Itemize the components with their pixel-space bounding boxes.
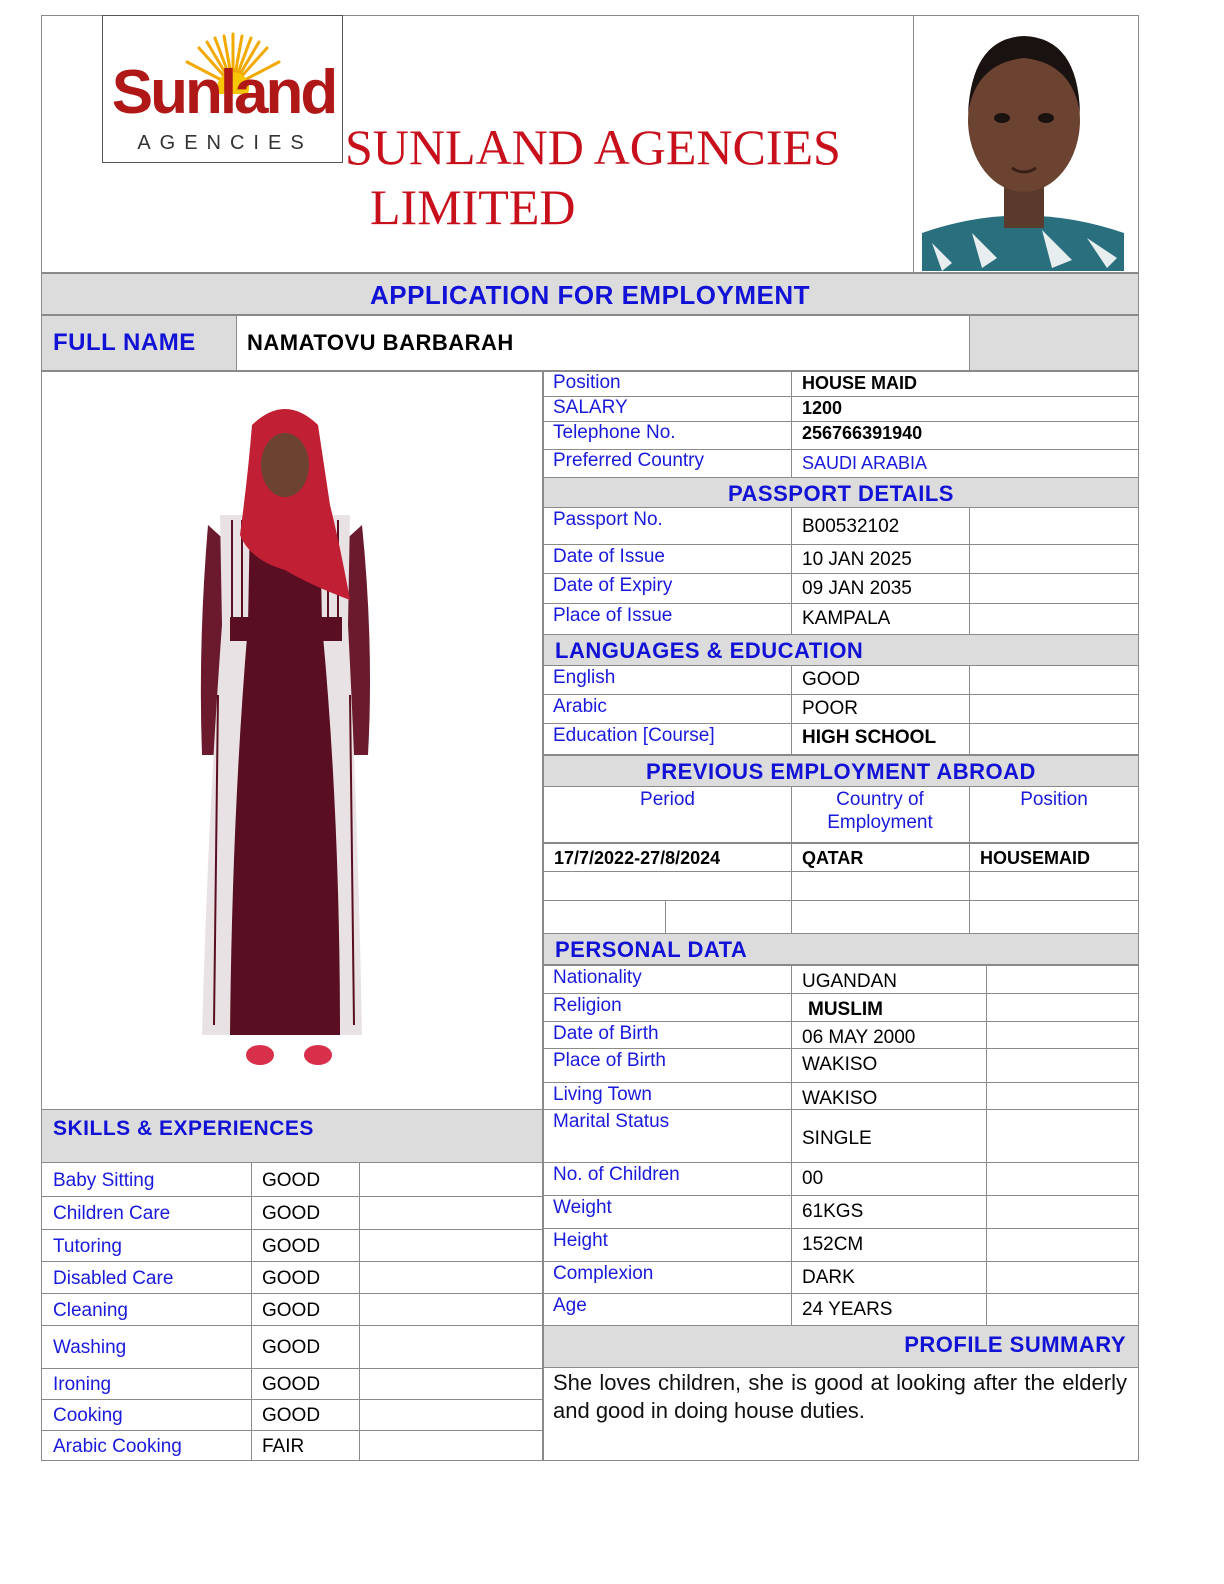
language-label-0: English [553,667,616,688]
skills-title: SKILLS & EXPERIENCES [41,1109,543,1163]
personal-label-4: Living Town [553,1084,652,1105]
personal-label-8: Height [553,1230,608,1251]
personal-value-1: MUSLIM [808,999,883,1020]
passport-value-3: KAMPALA [802,608,891,629]
personal-value-0: UGANDAN [802,971,898,992]
passport-value-0: B00532102 [802,516,900,537]
prev-emp-row-1-country-text: QATAR [802,848,864,868]
passport-value-1: 10 JAN 2025 [802,549,912,570]
skill-blank-cell-0 [359,1162,543,1197]
personal-value-7: 61KGS [802,1201,864,1222]
language-label-2: Education [Course] [553,725,715,746]
personal-title: PERSONAL DATA [543,933,1139,965]
personal-blank-cell-7 [986,1195,1139,1229]
passport-blank-cell-3 [969,603,1139,635]
skill-value-7: GOOD [262,1405,321,1426]
personal-label-2: Date of Birth [553,1023,659,1044]
skill-blank-cell-5 [359,1325,543,1369]
prev-emp-empty-row-3c [791,900,970,934]
skill-blank-cell-8 [359,1430,543,1461]
personal-label-5: Marital Status [553,1111,670,1132]
prev-emp-empty-row-3b [665,900,792,934]
job-value-cell-1 [791,396,1139,422]
skill-label-6: Ironing [53,1374,112,1395]
personal-value-5: SINGLE [802,1128,872,1149]
personal-blank-cell-8 [986,1228,1139,1262]
personal-label-3: Place of Birth [553,1050,666,1071]
passport-label-3: Place of Issue [553,605,673,626]
job-value-3: SAUDI ARABIA [802,453,928,473]
passport-title: PASSPORT DETAILS [543,477,1139,508]
personal-label-1: Religion [553,995,622,1016]
personal-label-10: Age [553,1295,587,1316]
application-title: APPLICATION FOR EMPLOYMENT [41,273,1139,315]
skill-label-8: Arabic Cooking [53,1435,182,1457]
prev-emp-empty-row-3d [969,900,1139,934]
skill-value-3: GOOD [262,1267,321,1289]
skill-value-4: GOOD [262,1299,321,1321]
job-label-3: Preferred Country [553,450,705,471]
personal-value-10: 24 YEARS [802,1299,893,1320]
skill-blank-cell-1 [359,1196,543,1230]
prev-emp-row-1-period-text: 17/7/2022-27/8/2024 [554,848,721,868]
language-label-1: Arabic [553,696,607,717]
language-blank-cell-1 [969,694,1139,724]
skill-value-8: FAIR [262,1435,305,1457]
skill-blank-cell-4 [359,1293,543,1326]
passport-label-0: Passport No. [553,509,663,530]
personal-blank-cell-0 [986,965,1139,994]
photo-divider [913,15,914,273]
prev-emp-header-country-text: Country of Employment [827,789,933,833]
skill-value-6: GOOD [262,1374,321,1395]
full-name-divider-1 [236,315,237,371]
personal-value-8: 152CM [802,1234,864,1255]
passport-label-2: Date of Expiry [553,575,673,596]
skill-blank-cell-2 [359,1229,543,1262]
passport-blank-cell-1 [969,544,1139,574]
personal-label-9: Complexion [553,1263,654,1284]
personal-label-0: Nationality [553,967,642,988]
full-body-photo [190,395,380,1075]
skill-value-2: GOOD [262,1235,321,1257]
passport-label-1: Date of Issue [553,546,665,567]
job-value-1: 1200 [802,398,843,418]
skill-label-3: Disabled Care [53,1267,174,1289]
prev-employment-title: PREVIOUS EMPLOYMENT ABROAD [543,755,1139,787]
personal-blank-cell-4 [986,1082,1139,1110]
logo-subtext: AGENCIES [137,132,313,154]
skill-label-0: Baby Sitting [53,1169,155,1191]
skill-value-1: GOOD [262,1203,321,1224]
personal-blank-cell-3 [986,1048,1139,1083]
passport-photo [922,18,1124,271]
company-title-line2: LIMITED [370,179,576,235]
language-value-2: HIGH SCHOOL [802,727,937,748]
personal-value-4: WAKISO [802,1088,878,1109]
personal-blank-cell-10 [986,1293,1139,1326]
skill-value-0: GOOD [262,1169,321,1191]
job-label-0: Position [553,372,621,393]
language-value-0: GOOD [802,669,861,690]
prev-emp-empty-row-2a [543,871,792,901]
company-title-line1: SUNLAND AGENCIES [345,119,841,175]
personal-value-2: 06 MAY 2000 [802,1027,916,1048]
skill-label-1: Children Care [53,1203,171,1224]
job-label-2: Telephone No. [553,422,676,443]
job-value-0: HOUSE MAID [802,373,918,393]
personal-blank-cell-6 [986,1162,1139,1196]
personal-value-6: 00 [802,1168,824,1189]
prev-emp-row-1-position-text: HOUSEMAID [980,848,1091,868]
personal-value-3: WAKISO [802,1054,878,1075]
languages-title: LANGUAGES & EDUCATION [543,634,1139,666]
prev-emp-empty-row-2c [969,871,1139,901]
passport-value-2: 09 JAN 2035 [802,578,912,599]
company-logo [102,15,343,163]
prev-emp-empty-row-2b [791,871,970,901]
prev-emp-empty-row-3a [543,900,666,934]
skill-label-2: Tutoring [53,1235,122,1257]
skill-label-5: Washing [53,1337,127,1358]
full-name-label: FULL NAME [42,316,236,370]
logo-text: Sunland [111,58,336,127]
personal-blank-cell-5 [986,1109,1139,1163]
skill-blank-cell-7 [359,1399,543,1431]
profile-summary-text: She loves children, she is good at looking after the elderly and good in doing house duties. [553,1370,1127,1423]
language-blank-cell-0 [969,665,1139,695]
personal-blank-cell-1 [986,993,1139,1022]
personal-label-6: No. of Children [553,1164,680,1185]
prev-emp-header-period-text: Period [640,789,695,810]
skill-label-7: Cooking [53,1405,123,1426]
personal-value-9: DARK [802,1267,855,1288]
language-blank-cell-2 [969,723,1139,755]
personal-blank-cell-9 [986,1261,1139,1294]
passport-blank-cell-2 [969,573,1139,604]
job-value-2: 256766391940 [802,423,923,443]
personal-label-7: Weight [553,1197,612,1218]
language-value-1: POOR [802,698,858,719]
skill-value-5: GOOD [262,1337,321,1358]
personal-blank-cell-2 [986,1021,1139,1049]
skill-blank-cell-6 [359,1368,543,1400]
skill-label-4: Cleaning [53,1299,128,1321]
profile-summary-title: PROFILE SUMMARY [543,1325,1139,1368]
prev-emp-header-position-text: Position [1020,789,1088,810]
passport-blank-cell-0 [969,507,1139,545]
full-name-value: NAMATOVU BARBARAH [247,330,514,355]
job-label-1: SALARY [553,397,628,418]
full-name-blank [969,316,1138,370]
skill-blank-cell-3 [359,1261,543,1294]
